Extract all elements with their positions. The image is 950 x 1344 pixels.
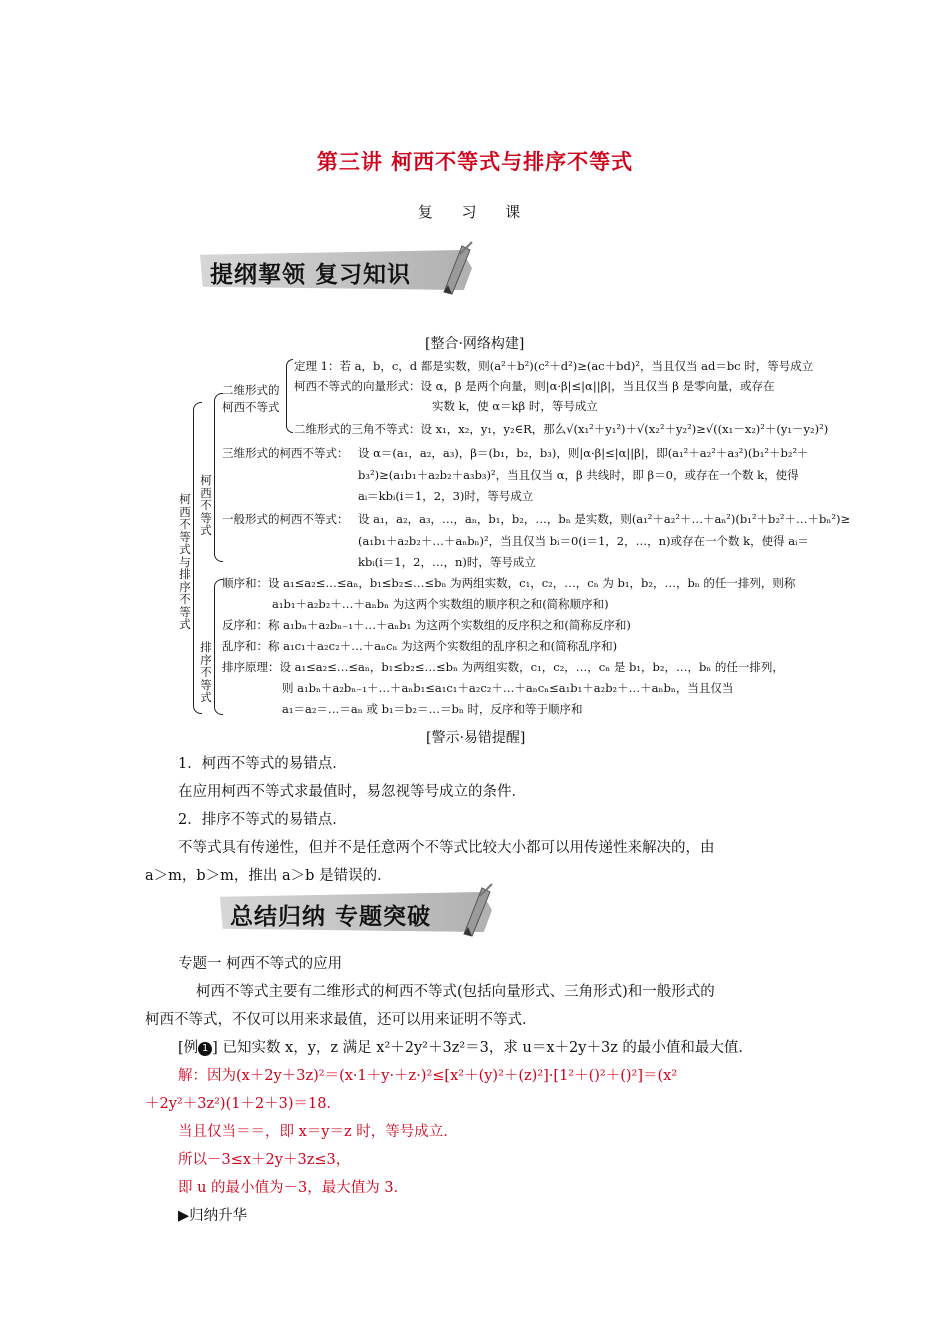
solution-label: 解： xyxy=(178,1068,207,1084)
theorem-1: 定理 1：若 a，b，c，d 都是实数，则(a²＋b²)(c²＋d²)≥(ac＋bd)²，当且仅当 ad＝bc 时，等号成立 xyxy=(294,359,814,373)
example-text: ] 已知实数 x，y，z 满足 x²＋2y²＋3z²＝3，求 u＝x＋2y＋3z 的最小值和最大值． xyxy=(212,1040,753,1056)
cauchy-brace xyxy=(214,393,223,562)
sort-label: 排序不等式 xyxy=(200,640,212,704)
warning-header: [警示·易错提醒] xyxy=(426,730,526,746)
vector-form-cont: 实数 k，使 α＝kβ 时，等号成立 xyxy=(432,399,598,413)
sort-line-1: 顺序和：设 a₁≤a₂≤…≤aₙ，b₁≤b₂≤…≤bₙ 为两组实数，c₁，c₂，…，cₙ 为 b₁，b₂，…，bₙ 的任一排列，则称 xyxy=(222,576,796,590)
solution-line-1 xyxy=(178,1064,677,1085)
topic-paragraph-1: 柯西不等式主要有二维形式的柯西不等式(包括向量形式、三角形式)和一般形式的 xyxy=(196,984,715,1000)
vector-form: 柯西不等式的向量形式：设 α，β 是两个向量，则|α·β|≤|α||β|，当且仅当 β 是零向量，或存在 xyxy=(294,379,775,393)
sort-line-4: 乱序和：称 a₁c₁＋a₂c₂＋…＋aₙcₙ 为这两个实数组的乱序积之和(简称乱序和) xyxy=(222,639,618,653)
warning-2-detail: 不等式具有传递性，但并不是任意两个不等式比较大小都可以用传递性来解决的，由 xyxy=(178,840,715,856)
solution-line-5: 即 u 的最小值为－3，最大值为 3． xyxy=(178,1180,409,1196)
general-line-3: kbᵢ(i＝1，2，…，n)时，等号成立 xyxy=(358,555,536,569)
tree-root-label: 柯西不等式与排序不等式 xyxy=(179,492,191,631)
topic-heading: 专题一 柯西不等式的应用 xyxy=(178,956,343,972)
page-subtitle: 复 习 课 xyxy=(417,203,533,221)
general-line-1: 设 a₁，a₂，a₃，…，aₙ，b₁，b₂，…，bₙ 是实数，则(a₁²＋a₂²＋…＋aₙ²)(b₁²＋b₂²＋…＋bₙ²)≥ xyxy=(358,512,851,526)
section-banner-review xyxy=(200,244,472,296)
solution-line-3: 当且仅当＝＝，即 x＝y＝z 时，等号成立． xyxy=(178,1124,458,1140)
network-header: [整合·网络构建] xyxy=(425,336,525,352)
solution-text: 因为(x＋2y＋3z)²＝(x·1＋y·＋z·)²≤[x²＋(y)²＋(z)²]·[1²＋()²＋()²]＝(x² xyxy=(207,1068,678,1084)
sort-line-6: 则 a₁bₙ＋a₂bₙ₋₁＋…＋aₙb₁≤a₁c₁＋a₂c₂＋…＋aₙcₙ≤a₁b₁＋a₂b₂＋…＋aₙbₙ，当且仅当 xyxy=(282,681,734,695)
example-1 xyxy=(178,1036,753,1057)
sort-line-2: a₁b₁＋a₂b₂＋…＋aₙbₙ 为这两个实数组的顺序积之和(简称顺序和) xyxy=(272,597,609,611)
section-banner-summary xyxy=(220,886,492,938)
threedim-line-3: aᵢ＝kbᵢ(i＝1，2，3)时，等号成立 xyxy=(358,489,534,503)
warning-1-detail: 在应用柯西不等式求最值时，易忽视等号成立的条件． xyxy=(178,784,526,800)
pen-icon xyxy=(460,882,494,938)
sort-line-7: a₁＝a₂＝…＝aₙ 或 b₁＝b₂＝…＝bₙ 时，反序和等于顺序和 xyxy=(282,702,583,716)
pen-icon xyxy=(440,240,474,296)
warning-2: 2．排序不等式的易错点． xyxy=(178,812,347,828)
banner-text: 提纲挈领 复习知识 xyxy=(210,262,412,288)
sort-line-5: 排序原理：设 a₁≤a₂≤…≤aₙ，b₁≤b₂≤…≤bₙ 为两组实数，c₁，c₂，…，cₙ 是 b₁，b₂，…，bₙ 的任一排列， xyxy=(222,660,784,674)
banner-text: 总结归纳 专题突破 xyxy=(230,904,432,930)
cauchy-label: 柯西不等式 xyxy=(200,473,212,537)
example-label: [例 xyxy=(178,1040,199,1056)
threedim-line-2: b₃²)≥(a₁b₁＋a₂b₂＋a₃b₃)²，当且仅当 α，β 共线时，即 β＝0，或存在一个数 k，使得 xyxy=(358,468,799,482)
sort-line-3: 反序和：称 a₁bₙ＋a₂bₙ₋₁＋…＋aₙb₁ 为这两个实数组的反序积之和(简称反序和) xyxy=(222,618,631,632)
solution-line-2: ＋2y²＋3z²)(1＋2＋3)＝18． xyxy=(145,1096,342,1112)
solution-line-4: 所以－3≤x＋2y＋3z≤3， xyxy=(178,1152,351,1168)
warning-1: 1．柯西不等式的易错点． xyxy=(178,756,347,772)
example-number-icon: 1 xyxy=(198,1042,212,1056)
general-label: 一般形式的柯西不等式： xyxy=(222,512,349,526)
threedim-line-1: 设 α＝(a₁，a₂，a₃)，β＝(b₁，b₂，b₃)，则|α·β|≤|α||β|，即(a₁²＋a₂²＋a₃²)(b₁²＋b₂²＋ xyxy=(358,446,809,460)
twodim-brace xyxy=(286,359,293,433)
page-title: 第三讲 柯西不等式与排序不等式 xyxy=(316,150,634,174)
summary-heading: ▶归纳升华 xyxy=(178,1208,248,1224)
twodim-label: 二维形式的柯西不等式 xyxy=(222,383,280,414)
topic-paragraph-2: 柯西不等式，不仅可以用来求最值，还可以用来证明不等式． xyxy=(145,1012,537,1028)
general-line-2: (a₁b₁＋a₂b₂＋…＋aₙbₙ)²，当且仅当 bᵢ＝0(i＝1，2，…，n)或存在一个数 k，使得 aᵢ＝ xyxy=(358,534,809,548)
warning-2-detail-cont: a＞m，b＞m，推出 a＞b 是错误的． xyxy=(145,868,392,884)
threedim-label: 三维形式的柯西不等式： xyxy=(222,446,349,460)
triangle-inequality: 二维形式的三角不等式：设 x₁，x₂，y₁，y₂∈R，那么√(x₁²＋y₁²)＋√(x₂²＋y₂²)≥√((x₁－x₂)²＋(y₁－y₂)²) xyxy=(294,422,829,436)
